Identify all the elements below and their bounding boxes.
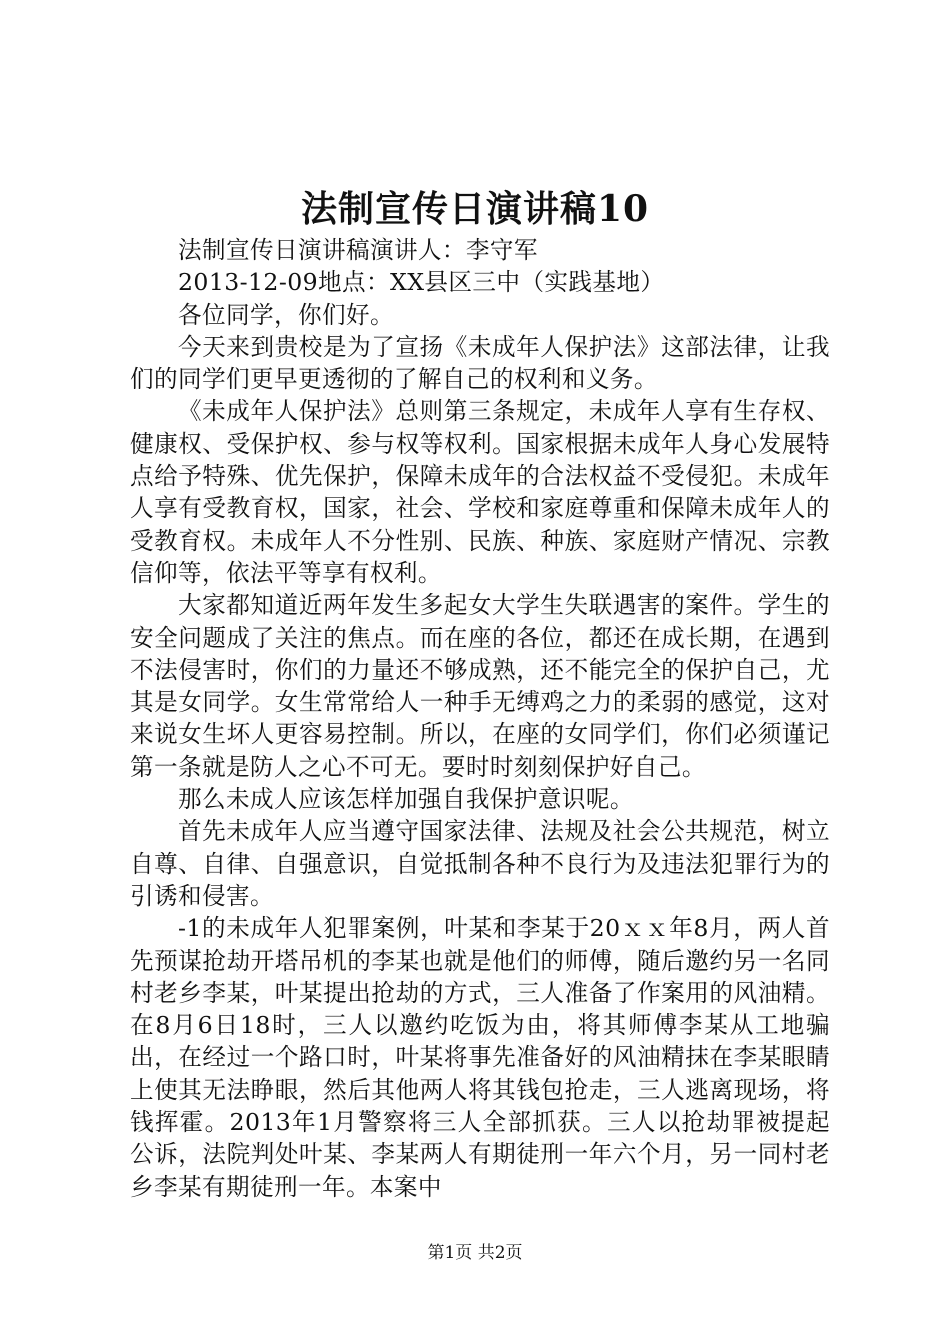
paragraph-case-example: -1的未成年人犯罪案例，叶某和李某于20ｘｘ年8月，两人首先预谋抢劫开塔吊机的李某也就是他们的师傅，随后邀约另一名同村老乡李某，叶某提出抢劫的方式，三人准备了作案用的风油精。在8月6日18时，三人以邀约吃饭为由，将其师傅李某从工地骗出，在经过一个路口时，叶某将事先准备好的风油精抹在李某眼睛上使其无法睁眼，然后其他两人将其钱包抢走，三人逃离现场，将钱挥霍。2013年1月警察将三人全部抓获。三人以抢劫罪被提起公诉，法院判处叶某、李某两人有期徒刑一年六个月，另一同村老乡李某有期徒刑一年。本案中	[130, 914, 830, 1201]
paragraph-obey-law: 首先未成年人应当遵守国家法律、法规及社会公共规范，树立自尊、自律、自强意识，自觉抵制各种不良行为及违法犯罪行为的引诱和侵害。	[130, 817, 830, 910]
page-footer: 第1页 共2页	[427, 1243, 523, 1263]
paragraph-safety: 大家都知道近两年发生多起女大学生失联遇害的案件。学生的安全问题成了关注的焦点。而在座的各位，都还在成长期，在遇到不法侵害时，你们的力量还不够成熟，还不能完全的保护自己，尤其是女同学。女生常常给人一种手无缚鸡之力的柔弱的感觉，这对来说女生坏人更容易控制。所以，在座的女同学们，你们必须谨记第一条就是防人之心不可无。要时时刻刻保护好自己。	[130, 591, 830, 781]
paragraph-article-three: 《未成年人保护法》总则第三条规定，未成年人享有生存权、健康权、受保护权、参与权等权利。国家根据未成年人身心发展特点给予特殊、优先保护，保障未成年的合法权益不受侵犯。未成年人享有受教育权，国家，社会、学校和家庭尊重和保障未成年人的受教育权。未成年人不分性别、民族、种族、家庭财产情况、宗教信仰等，依法平等享有权利。	[130, 397, 830, 587]
document-body	[130, 234, 830, 1203]
paragraph-purpose: 今天来到贵校是为了宣扬《未成年人保护法》这部法律，让我们的同学们更早更透彻的了解自己的权利和义务。	[130, 332, 830, 394]
paragraph-greeting: 各位同学，你们好。	[178, 300, 394, 329]
paragraph-speaker: 法制宣传日演讲稿演讲人：李守军	[178, 236, 538, 264]
document-title: 法制宣传日演讲稿10	[300, 188, 650, 230]
paragraph-question: 那么未成人应该怎样加强自我保护意识呢。	[178, 785, 634, 814]
paragraph-date-location: 2013-12-09地点：XX县区三中（实践基地）	[178, 268, 665, 297]
